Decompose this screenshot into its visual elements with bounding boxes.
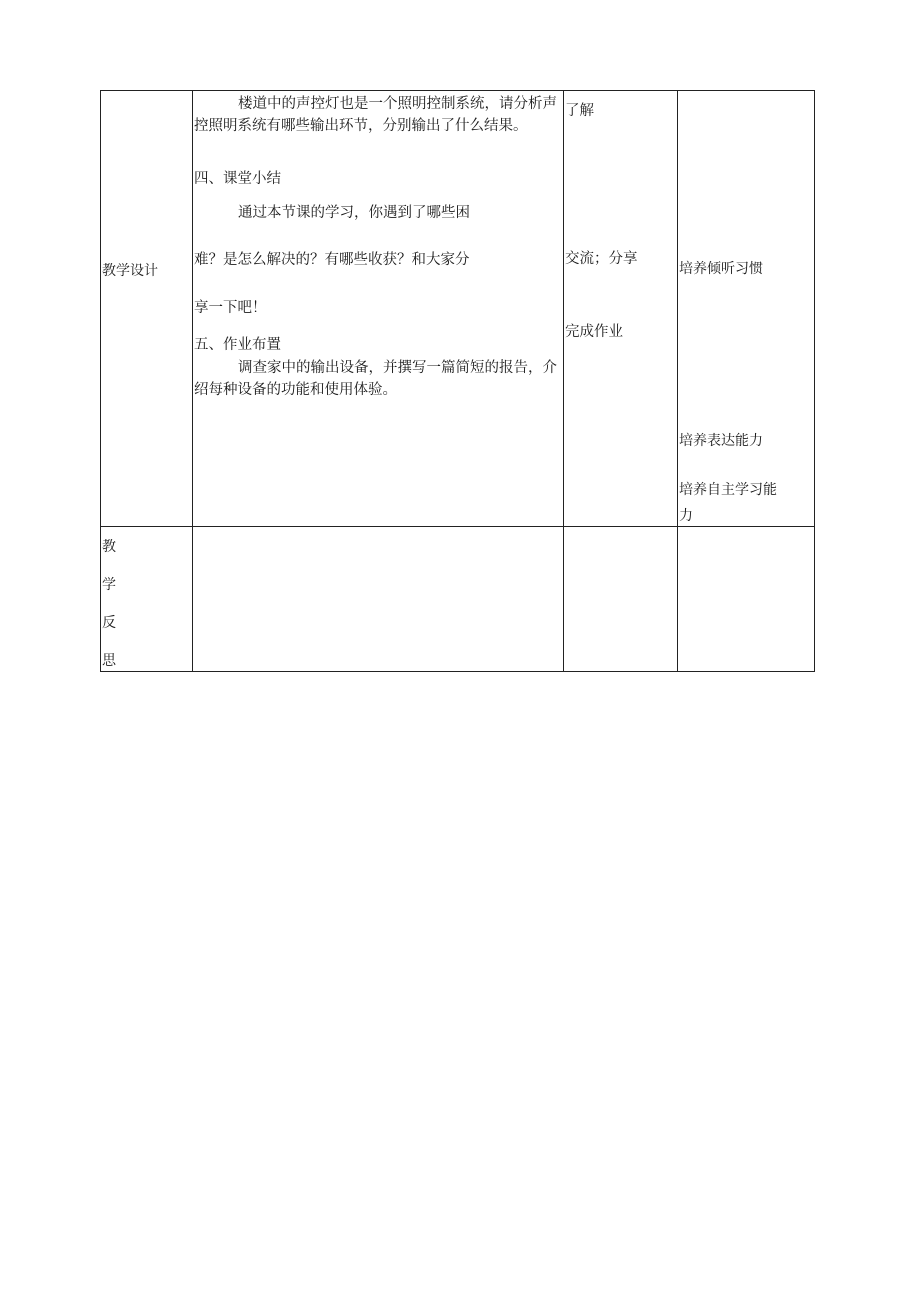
intent-self-learning-line-1: 培养自主学习能 xyxy=(679,482,777,498)
reflection-label-char: 教 xyxy=(102,539,116,555)
intent-self-learning-line-2: 力 xyxy=(679,508,693,524)
reflection-intent-cell xyxy=(678,527,815,672)
reflection-row xyxy=(101,527,815,672)
content-para-2-line-2: 难？是怎么解决的？有哪些收获？和大家分 xyxy=(194,252,470,268)
content-para-2-line-3: 享一下吧！ xyxy=(194,300,267,316)
intent-expression: 培养表达能力 xyxy=(679,433,763,449)
content-para-3: 调查家中的输出设备，并撰写一篇简短的报告，介绍每种设备的功能和使用体验。 xyxy=(194,360,557,398)
content-para-2-line-1: 通过本节课的学习，你遇到了哪些困 xyxy=(238,205,470,221)
design-content-cell xyxy=(193,91,564,527)
content-para-1: 楼道中的声控灯也是一个照明控制系统，请分析声控照明系统有哪些输出环节，分别输出了什么结果。 xyxy=(194,96,557,134)
reflection-content-cell xyxy=(193,527,564,672)
design-intent-cell xyxy=(678,91,815,527)
student-item-understand: 了解 xyxy=(565,103,594,119)
design-row xyxy=(101,91,815,527)
reflection-label-cell xyxy=(101,527,193,672)
heading-summary: 四、课堂小结 xyxy=(194,171,281,187)
student-item-homework: 完成作业 xyxy=(565,324,623,340)
design-label-cell xyxy=(101,91,193,527)
reflection-student-cell xyxy=(564,527,678,672)
heading-homework: 五、作业布置 xyxy=(194,337,281,353)
reflection-label-char: 反 xyxy=(102,615,116,631)
reflection-label xyxy=(102,536,116,688)
reflection-label-char: 学 xyxy=(102,577,116,593)
student-item-share: 交流；分享 xyxy=(565,251,638,267)
reflection-label-char: 思 xyxy=(102,653,116,669)
design-label: 教学设计 xyxy=(102,263,158,279)
lesson-plan-table xyxy=(100,90,815,672)
intent-listening: 培养倾听习惯 xyxy=(679,261,763,277)
student-activity-cell xyxy=(564,91,678,527)
